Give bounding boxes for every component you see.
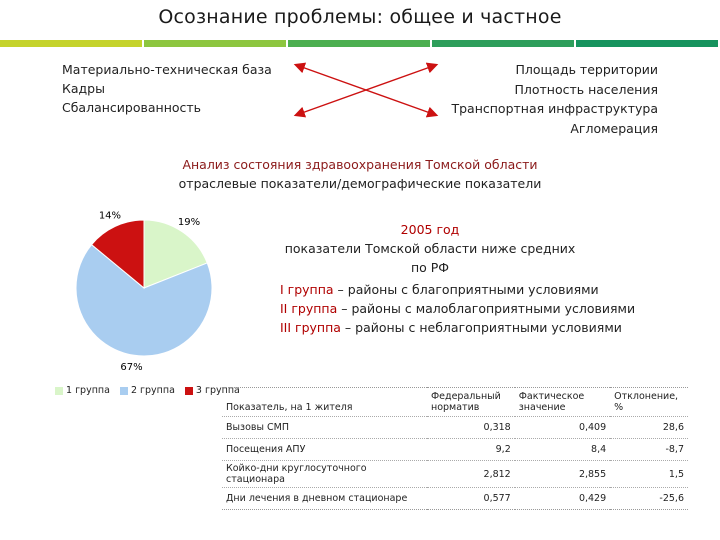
table-header-cell: Отклонение, % <box>614 391 679 413</box>
pie-legend <box>55 385 240 396</box>
table-cell: 2,812 <box>427 461 515 488</box>
table-cell: Посещения АПУ <box>222 439 427 461</box>
table-cell: 0,429 <box>515 488 610 510</box>
pie-slice-label: 19% <box>177 216 201 228</box>
specific-factor-item: Транспортная инфраструктура <box>451 101 658 116</box>
pie-slice-label: 67% <box>120 362 143 370</box>
table-header-cell: Федеральный норматив <box>431 391 501 413</box>
year-note: показатели Томской области ниже средних по РФ <box>284 241 576 275</box>
specific-factor-item: Агломерация <box>570 120 658 136</box>
legend-item <box>120 385 175 396</box>
year-summary <box>280 220 580 277</box>
table-cell: 9,2 <box>427 439 515 461</box>
table-cell: -25,6 <box>610 488 688 510</box>
table-cell: 1,5 <box>610 461 688 488</box>
group-text: – районы с малоблагоприятными условиями <box>337 301 636 316</box>
general-factors-list <box>62 60 272 117</box>
analysis-title: Анализ состояния здравоохранения Томской области <box>182 157 538 172</box>
table-row <box>222 417 688 439</box>
indicators-table <box>222 387 688 510</box>
color-bar-segment <box>0 40 144 47</box>
group-number: III группа <box>280 320 341 335</box>
general-factor-item: Сбалансированность <box>62 100 202 115</box>
table-header-row <box>222 388 688 417</box>
table-row <box>222 488 688 510</box>
analysis-subtitle: отраслевые показатели/демографические показатели <box>178 176 542 191</box>
table-row <box>222 439 688 461</box>
table-cell: Вызовы СМП <box>222 417 427 439</box>
table-cell: 2,855 <box>515 461 610 488</box>
group-text: – районы с неблагоприятными условиями <box>340 320 622 335</box>
groups-description <box>280 280 635 337</box>
group-line <box>280 299 635 318</box>
legend-label: 1 группа <box>66 385 110 396</box>
table-cell: 0,577 <box>427 488 515 510</box>
group-line <box>280 318 635 337</box>
color-bar-segment <box>576 40 720 47</box>
table-cell: Койко-дни круглосуточного стационара <box>222 461 427 488</box>
table-cell: 28,6 <box>610 417 688 439</box>
table-header-cell: Показатель, на 1 жителя <box>226 402 353 413</box>
general-factor-item: Материально-техническая база <box>62 62 272 77</box>
specific-factors-list <box>451 60 658 138</box>
table-row <box>222 461 688 488</box>
year-title: 2005 год <box>400 222 460 237</box>
table-cell: 0,409 <box>515 417 610 439</box>
group-text: – районы с благоприятными условиями <box>333 282 599 297</box>
pie-slice-label: 14% <box>98 210 122 222</box>
legend-label: 2 группа <box>130 385 175 396</box>
specific-factor-item: Плотность населения <box>514 81 658 97</box>
groups-pie-chart <box>60 200 250 370</box>
legend-swatch <box>55 387 63 395</box>
group-line <box>280 280 635 299</box>
color-bar-segment <box>432 40 576 47</box>
table-header-cell: Фактическое значение <box>518 391 585 413</box>
table-cell: 0,318 <box>427 417 515 439</box>
cross-arrows-diagram <box>285 58 445 128</box>
group-number: II группа <box>280 301 338 316</box>
legend-swatch <box>120 387 128 395</box>
page-title: Осознание проблемы: общее и частное <box>158 6 562 28</box>
color-bar-segment <box>288 40 432 47</box>
general-factor-item: Кадры <box>62 81 105 96</box>
legend-swatch <box>185 387 193 395</box>
table-cell: -8,7 <box>610 439 688 461</box>
table-cell: Дни лечения в дневном стационаре <box>222 488 427 510</box>
specific-factor-item: Площадь территории <box>515 62 658 77</box>
color-bar-segment <box>144 40 288 47</box>
analysis-heading <box>0 155 720 193</box>
legend-label: 3 группа <box>195 385 240 396</box>
table-cell: 8,4 <box>515 439 610 461</box>
header-color-bar <box>0 40 720 47</box>
legend-item <box>55 385 110 396</box>
group-number: I группа <box>280 282 334 297</box>
